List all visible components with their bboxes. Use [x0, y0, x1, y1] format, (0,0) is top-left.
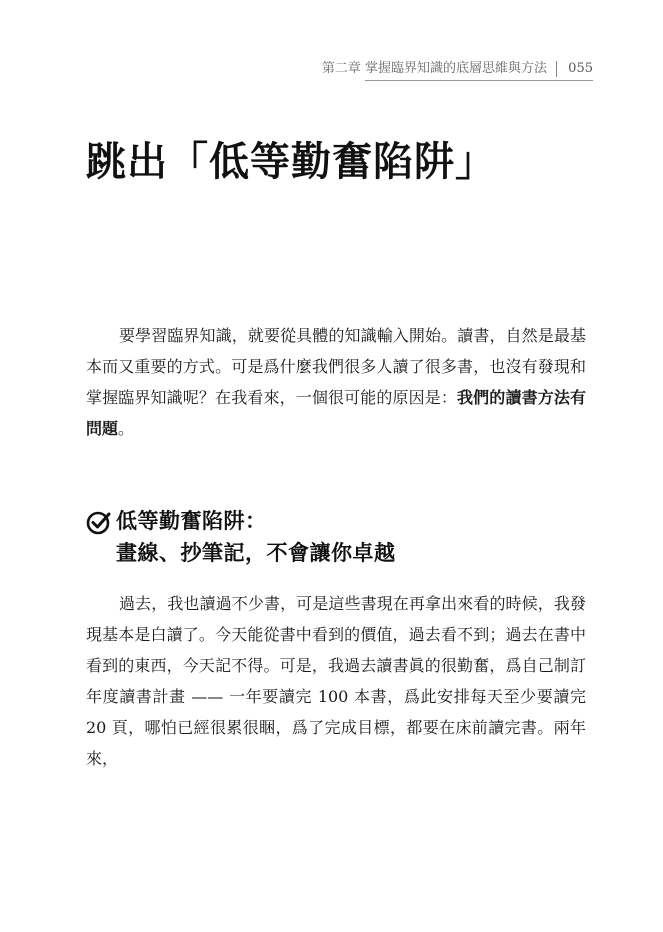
- header-divider: [556, 61, 557, 77]
- section-heading-line2: 畫線、抄筆記，不會讓你卓越: [116, 541, 396, 565]
- page-number: 055: [568, 61, 593, 76]
- intro-emphasis: 我們的讀書方法有問題: [86, 388, 586, 438]
- check-circle-icon: [86, 509, 112, 535]
- page-title: 跳出「低等勤奮陷阱」: [86, 139, 496, 185]
- section-heading: [86, 506, 586, 576]
- section-heading-line1: 低等勤奮陷阱：: [116, 509, 267, 533]
- intro-end: 。: [118, 419, 135, 438]
- header-rule: [365, 80, 593, 81]
- intro-text: 要學習臨界知識，就要從具體的知識輸入開始。讀書，自然是最基本而又重要的方式。可是爲什麼我們很多人讀了很多書，也沒有發現和掌握臨界知識呢？在我看來，一個很可能的原因是：: [86, 326, 586, 407]
- running-head: [0, 60, 593, 82]
- chapter-title: 第二章 掌握臨界知識的底層思維與方法: [321, 61, 547, 76]
- intro-paragraph: [86, 320, 586, 444]
- body-paragraph: 過去，我也讀過不少書，可是這些書現在再拿出來看的時候，我發現基本是白讀了。今天能從書中看到的價值，過去看不到；過去在書中看到的東西，今天記不得。可是，我過去讀書眞的很勤奮，爲自己制訂年度讀書計畫 —— 一年要讀完 100 本書，爲此安排每天至少要讀完 20 頁，哪怕已經很累很睏，爲了完成目標，都要在床前讀完書。兩年來，: [86, 594, 586, 768]
